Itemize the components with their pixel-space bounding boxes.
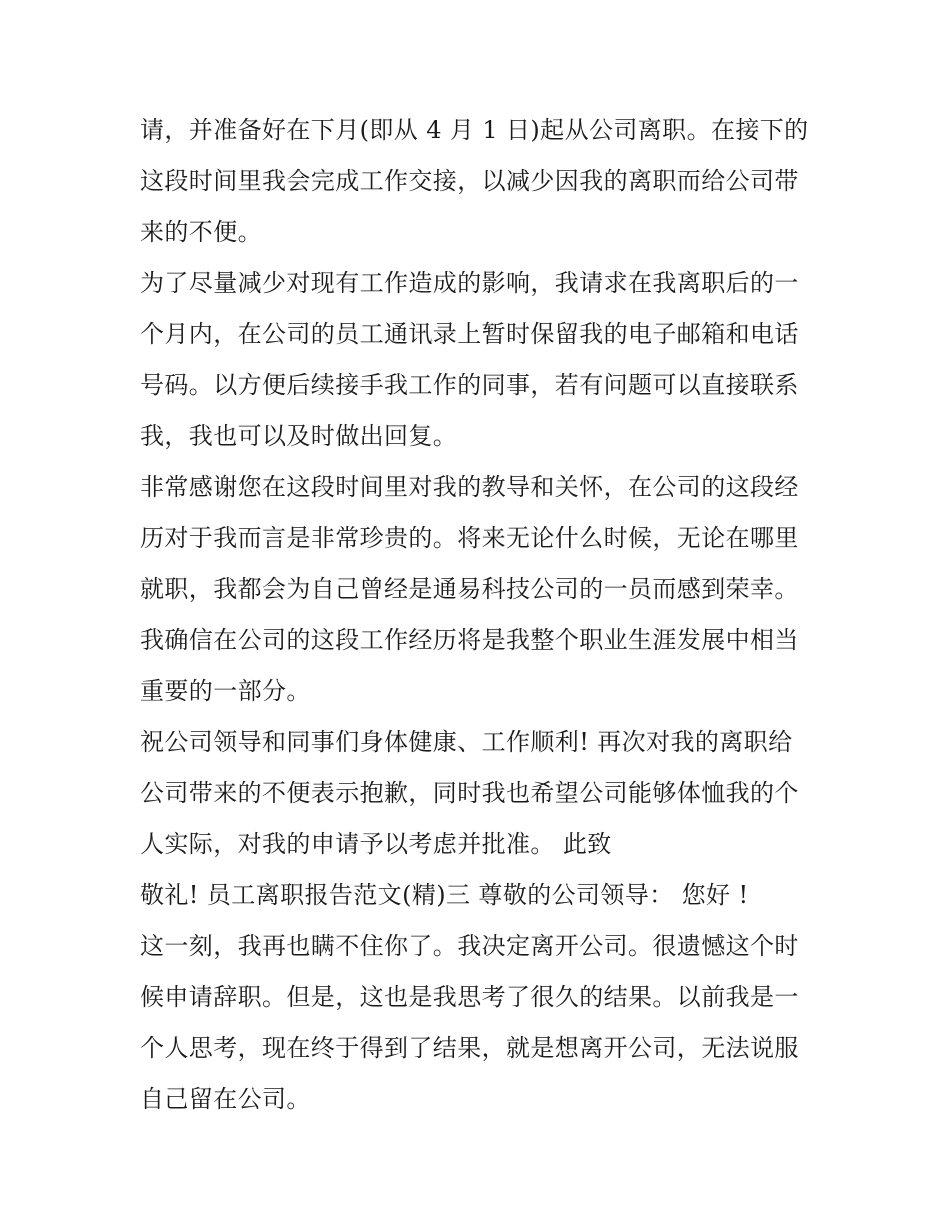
text-line: 公司带来的不便表示抱歉，同时我也希望公司能够体恤我的个 <box>140 779 799 807</box>
text-line: 这段时间里我会完成工作交接，以减少因我的离职而给公司带 <box>140 167 799 195</box>
text-line: 我确信在公司的这段工作经历将是我整个职业生涯发展中相当 <box>140 626 799 654</box>
text-line: 敬礼! 员工离职报告范文(精)三 尊敬的公司领导： 您好 ! <box>140 881 749 909</box>
text-line: 个月内，在公司的员工通讯录上暂时保留我的电子邮箱和电话 <box>140 320 799 348</box>
text-line: 历对于我而言是非常珍贵的。将来无论什么时候，无论在哪里 <box>140 524 799 552</box>
text-line: 自己留在公司。 <box>140 1085 311 1113</box>
letter-body <box>140 105 815 1125</box>
text-line: 人实际，对我的申请予以考虑并批准。 此致 <box>140 830 612 858</box>
text-line: 个人思考，现在终于得到了结果，就是想离开公司，无法说服 <box>140 1034 799 1062</box>
text-line: 这一刻，我再也瞒不住你了。我决定离开公司。很遗憾这个时 <box>140 932 799 960</box>
text-line: 候申请辞职。但是，这也是我思考了很久的结果。以前我是一 <box>140 983 799 1011</box>
text-line: 祝公司领导和同事们身体健康、工作顺利! 再次对我的离职给 <box>140 728 793 756</box>
text-line: 就职，我都会为自己曾经是通易科技公司的一员而感到荣幸。 <box>140 575 799 603</box>
text-line: 为了尽量减少对现有工作造成的影响，我请求在我离职后的一 <box>140 269 799 297</box>
text-line: 号码。以方便后续接手我工作的同事，若有问题可以直接联系 <box>140 371 799 399</box>
text-line: 来的不便。 <box>140 218 262 246</box>
text-line: 请，并准备好在下月(即从 4 月 1 日)起从公司离职。在接下的 <box>140 116 809 144</box>
text-line: 非常感谢您在这段时间里对我的教导和关怀，在公司的这段经 <box>140 473 799 501</box>
text-line: 重要的一部分。 <box>140 677 311 705</box>
text-line: 我，我也可以及时做出回复。 <box>140 422 458 450</box>
